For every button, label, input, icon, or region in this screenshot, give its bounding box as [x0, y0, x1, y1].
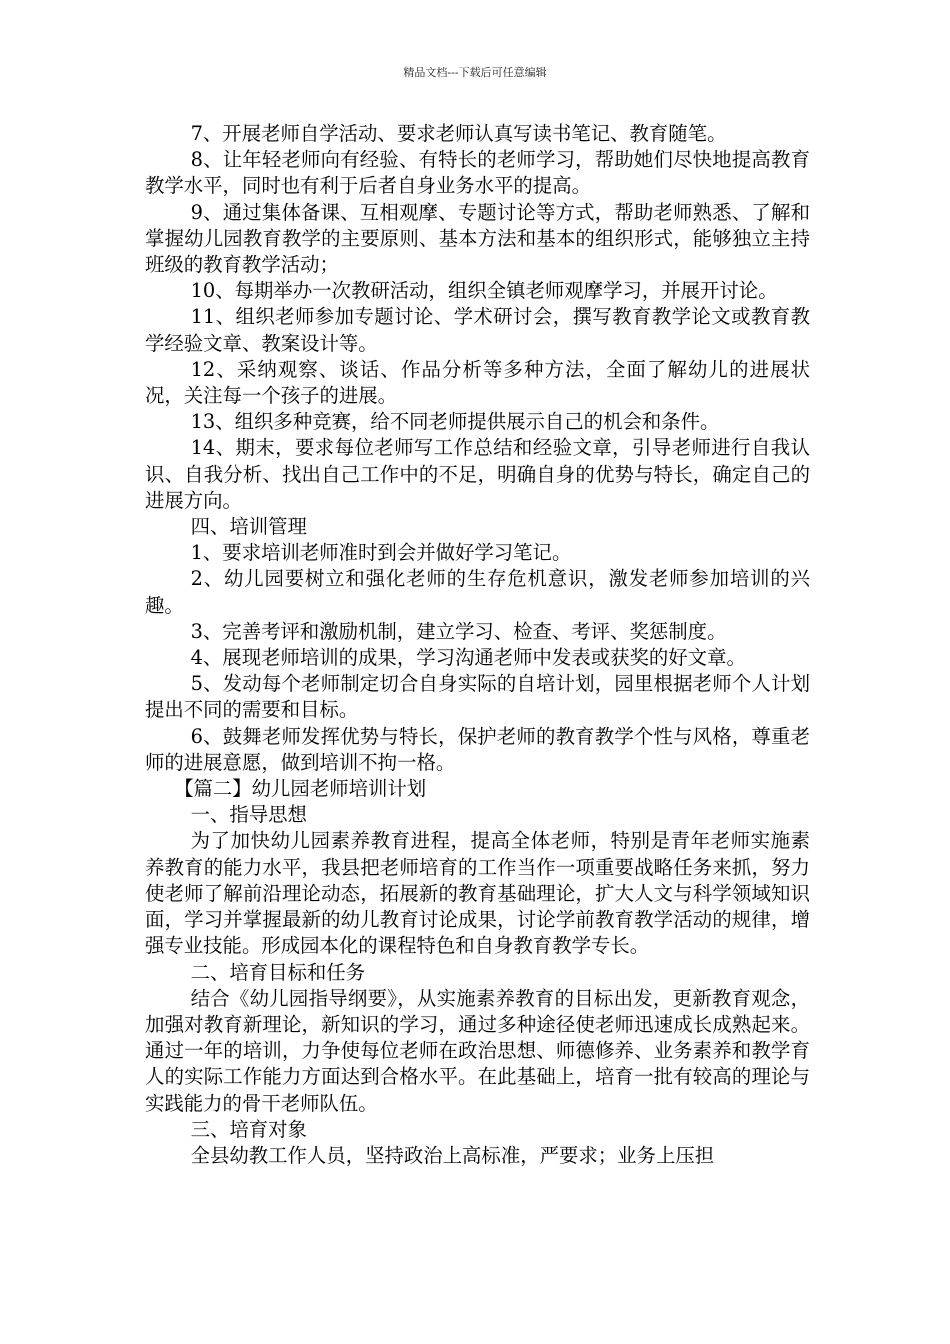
paragraph-item-13: 13、组织多种竞赛，给不同老师提供展示自己的机会和条件。 — [190, 410, 720, 434]
paragraph-management-3: 3、完善考评和激励机制，建立学习、检查、考评、奖惩制度。 — [190, 619, 727, 643]
section-heading-goals-tasks: 二、培育目标和任务 — [190, 960, 366, 984]
paragraph-management-2: 2、幼儿园要树立和强化老师的生存危机意识，激发老师参加培训的兴趣。 — [145, 567, 810, 617]
paragraph-management-4: 4、展现老师培训的成果，学习沟通老师中发表或获奖的好文章。 — [190, 646, 746, 670]
paragraph-target-audience: 全县幼教工作人员，坚持政治上高标准，严要求；业务上压担 — [190, 1143, 715, 1167]
paragraph-item-10: 10、每期举办一次教研活动，组织全镇老师观摩学习，并展开讨论。 — [190, 279, 778, 303]
section-heading-target-audience: 三、培育对象 — [190, 1117, 307, 1141]
paragraph-item-9: 9、通过集体备课、互相观摩、专题讨论等方式，帮助老师熟悉、了解和掌握幼儿园教育教学的主要原则、基本方法和基本的组织形式，能够独立主持班级的教育教学活动； — [145, 200, 810, 277]
paragraph-item-12: 12、采纳观察、谈话、作品分析等多种方法，全面了解幼儿的进展状况，关注每一个孩子的进展。 — [145, 357, 810, 408]
paragraph-management-1: 1、要求培训老师准时到会并做好学习笔记。 — [190, 541, 572, 565]
paragraph-goals-tasks: 结合《幼儿园指导纲要》，从实施素养教育的目标出发，更新教育观念，加强对教育新理论，新知识的学习，通过多种途径使老师迅速成长成熟起来。通过一年的培训，力争使每位老师在政治思想、师德修养、业务素养和教学育人的实际工作能力方面达到合格水平。在此基础上，培育一批有较高的理论与实践能力的骨干老师队伍。 — [145, 986, 810, 1115]
page-header-watermark: 精品文档---下载后可任意编辑 — [403, 66, 547, 79]
paragraph-item-7: 7、开展老师自学活动、要求老师认真写读书笔记、教育随笔。 — [190, 122, 727, 145]
paragraph-item-14: 14、期末，要求每位老师写工作总结和经验文章，引导老师进行自我认识、自我分析、找出自己工作中的不足，明确自身的优势与特长，确定自己的进展方向。 — [145, 436, 810, 512]
paragraph-item-8: 8、让年轻老师向有经验、有特长的老师学习，帮助她们尽快地提高教育教学水平，同时也有利于后者自身业务水平的提高。 — [145, 148, 810, 198]
paragraph-guiding-thought: 为了加快幼儿园素养教育进程，提高全体老师，特别是青年老师实施素养教育的能力水平，我县把老师培育的工作当作一项重要战略任务来抓，努力使老师了解前沿理论动态，拓展新的教育基础理论，扩大人文与科学领域知识面，学习并掌握最新的幼儿教育讨论成果，讨论学前教育教学活动的规律，增强专业技能。形成园本化的课程特色和自身教育教学专长。 — [145, 829, 810, 958]
document-body — [145, 121, 810, 1169]
paragraph-management-5: 5、发动每个老师制定切合自身实际的自培计划，园里根据老师个人计划提出不同的需要和目标。 — [145, 672, 810, 722]
section-heading-training-management: 四、培训管理 — [190, 515, 307, 539]
chapter-heading-part-two: 【篇二】幼儿园老师培训计划 — [174, 777, 427, 801]
paragraph-management-6: 6、鼓舞老师发挥优势与特长，保护老师的教育教学个性与风格，尊重老师的进展意愿，做到培训不拘一格。 — [145, 724, 810, 774]
section-heading-guiding-thought: 一、指导思想 — [190, 803, 307, 827]
paragraph-item-11: 11、组织老师参加专题讨论、学术研讨会，撰写教育教学论文或教育教学经验文章、教案设计等。 — [145, 305, 810, 355]
